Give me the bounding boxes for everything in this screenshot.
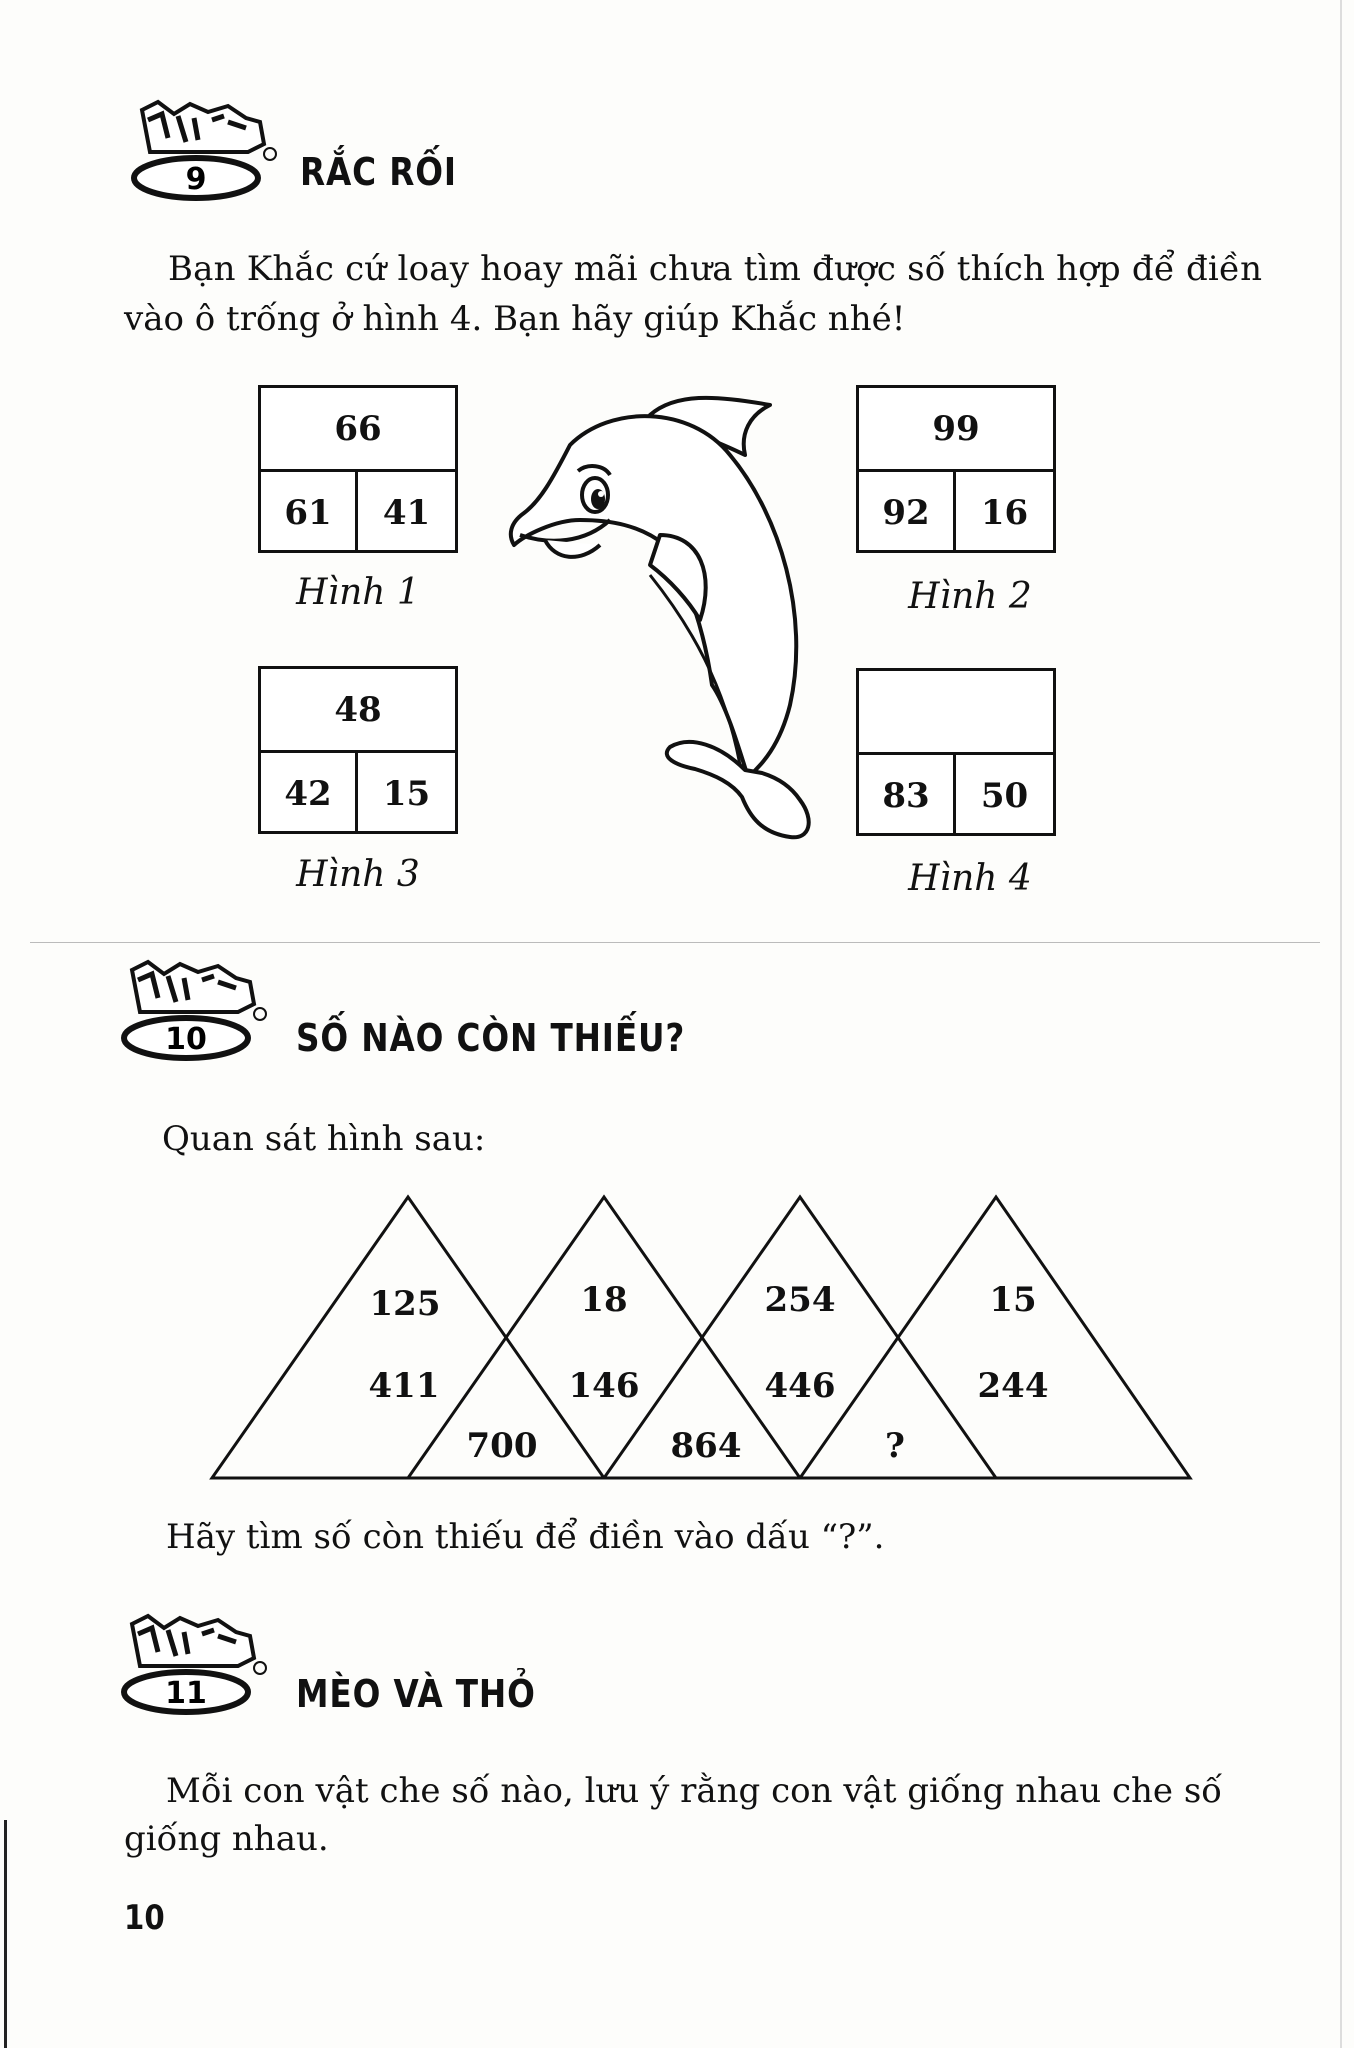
figure-1-caption: Hình 1 (296, 572, 420, 613)
puzzle-10-badge (118, 952, 268, 1062)
figure-2-top-value: 99 (859, 388, 1053, 472)
figure-3-top-value: 48 (261, 669, 455, 753)
figure-3-box (258, 666, 458, 834)
triangle-3-top-value: 254 (764, 1280, 836, 1320)
lower-triangle-3-value: ? (885, 1426, 905, 1466)
figure-1-box (258, 385, 458, 553)
puzzle-9-title: RẮC RỐI (300, 150, 457, 194)
triangle-2-top-value: 18 (580, 1280, 628, 1320)
section-separator (30, 942, 1320, 943)
page-number: 10 (124, 1898, 165, 1938)
upper-triangle-1 (212, 1197, 604, 1478)
figure-3-right-value: 15 (382, 773, 431, 814)
puzzle-10-number: 10 (165, 1022, 207, 1057)
figure-1-left-value: 61 (261, 472, 358, 553)
puzzle-9-number: 9 (185, 162, 207, 197)
figure-2-box (856, 385, 1056, 553)
puzzle-10-title: SỐ NÀO CÒN THIẾU? (296, 1016, 686, 1060)
figure-4-left-value: 83 (859, 755, 956, 836)
puzzle-9-badge (128, 92, 278, 202)
puzzle-10-intro: Quan sát hình sau: (162, 1119, 486, 1159)
puzzle-9-text-line-2: vào ô trống ở hình 4. Bạn hãy giúp Khắc nhé! (124, 299, 906, 339)
puzzle-11-text-line-1: Mỗi con vật che số nào, lưu ý rằng con vật giống nhau che số (166, 1771, 1223, 1811)
triangle-1-bottom-value: 411 (368, 1366, 440, 1406)
figure-4-caption: Hình 4 (908, 858, 1032, 899)
figure-1-right-value: 41 (382, 492, 431, 533)
puzzle-11-badge (118, 1606, 268, 1716)
figure-4-box (856, 668, 1056, 836)
triangle-2-bottom-value: 146 (568, 1366, 640, 1406)
upper-triangle-3 (604, 1197, 996, 1478)
figure-4-top-empty (859, 671, 1053, 755)
figure-3-left-value: 42 (261, 753, 358, 834)
triangle-3-bottom-value: 446 (764, 1366, 836, 1406)
puzzle-11-text-line-2: giống nhau. (124, 1819, 329, 1859)
upper-triangle-4 (800, 1197, 1190, 1478)
figure-2-right-value: 16 (980, 492, 1029, 533)
puzzle-9-text-line-1: Bạn Khắc cứ loay hoay mãi chưa tìm được số thích hợp để điền (168, 249, 1263, 289)
triangle-4-bottom-value: 244 (977, 1366, 1049, 1406)
figure-1-top-value: 66 (261, 388, 455, 472)
figure-3-caption: Hình 3 (296, 854, 420, 895)
puzzle-11-title: MÈO VÀ THỎ (296, 1672, 536, 1716)
left-scan-edge (4, 1820, 7, 2048)
puzzle-11-number: 11 (165, 1676, 207, 1711)
lower-triangle-2-value: 864 (670, 1426, 742, 1466)
figure-2-caption: Hình 2 (908, 576, 1032, 617)
dolphin-illustration (500, 385, 830, 845)
figure-2-left-value: 92 (859, 472, 956, 553)
triangle-1-top-value: 125 (369, 1284, 441, 1324)
puzzle-10-question: Hãy tìm số còn thiếu để điền vào dấu “?”. (166, 1517, 885, 1557)
lower-triangle-1-value: 700 (466, 1426, 538, 1466)
figure-4-right-value: 50 (980, 775, 1029, 816)
triangle-4-top-value: 15 (989, 1280, 1037, 1320)
right-scan-edge (1340, 0, 1342, 2048)
